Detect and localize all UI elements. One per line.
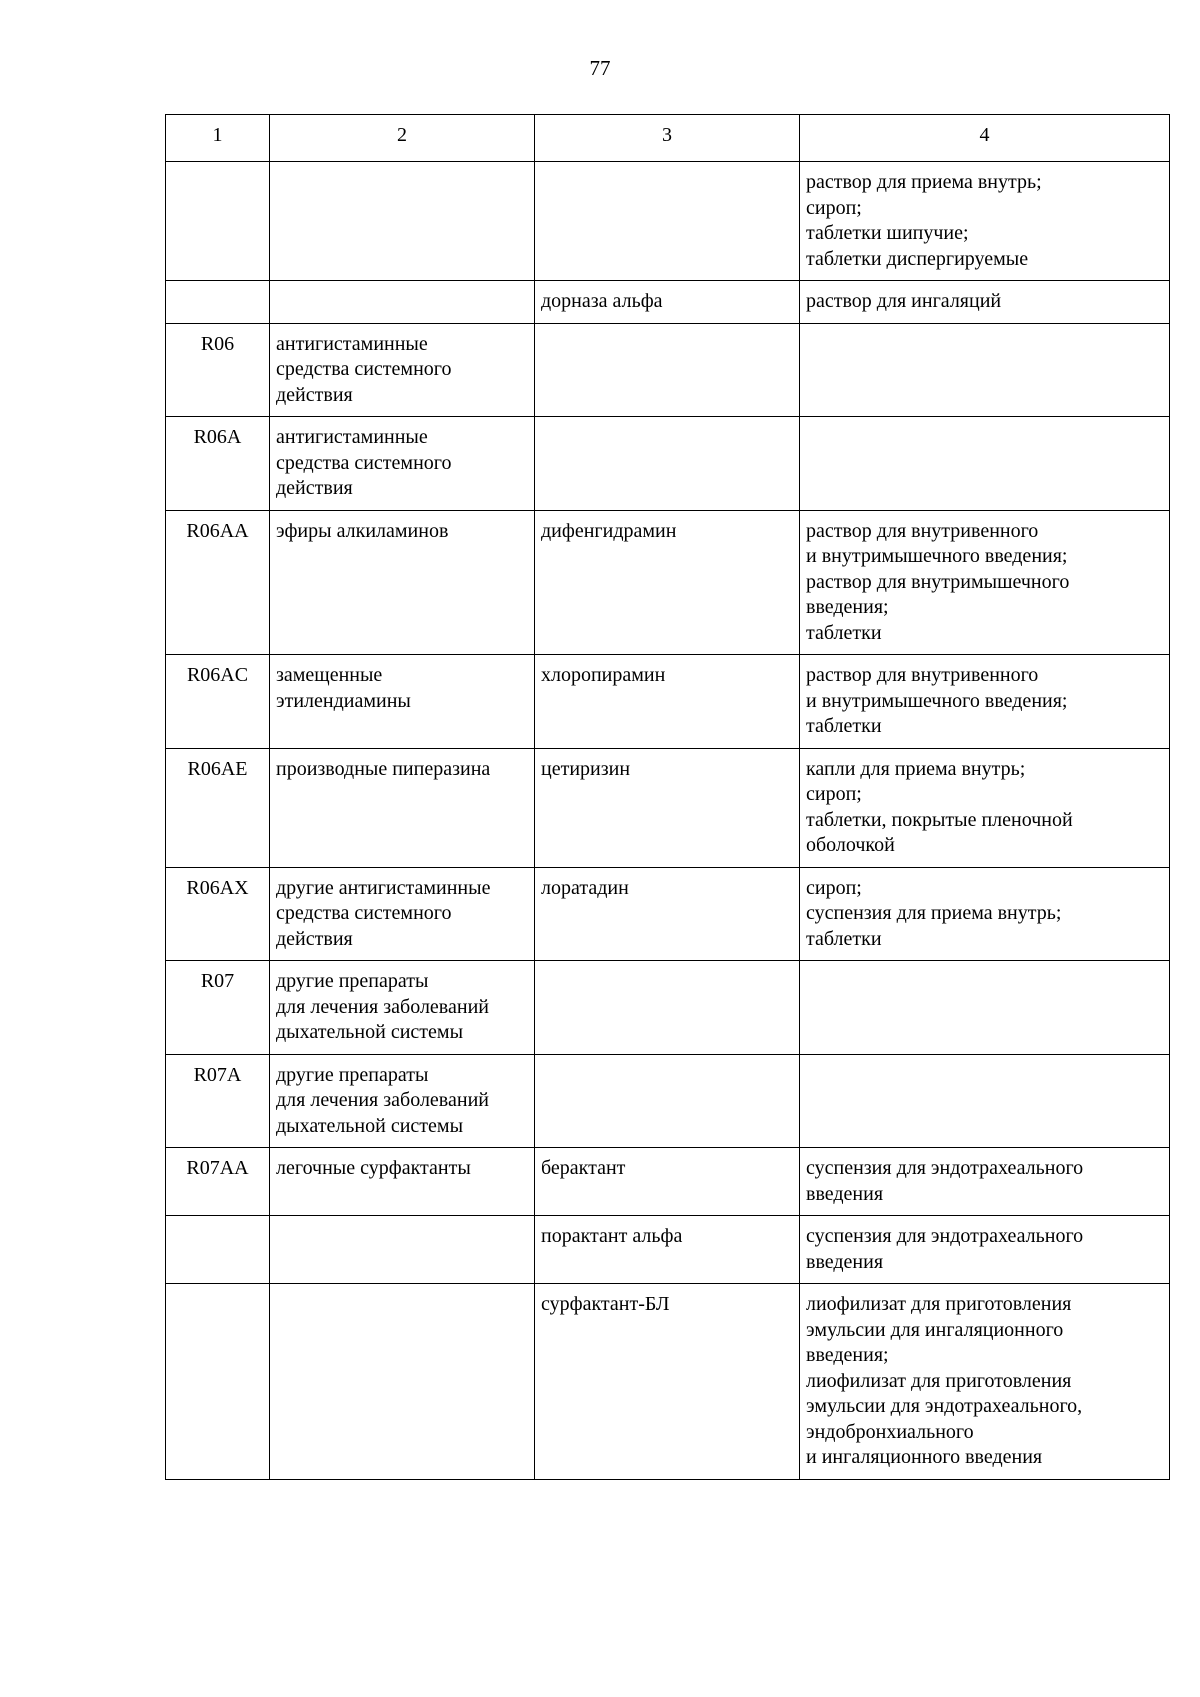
anatomical-group-cell — [270, 162, 535, 281]
dosage-forms-cell-text: раствор для внутривенного и внутримышечного введения; раствор для внутримышечного введения; таблетки — [806, 519, 1070, 644]
page-number: 77 — [589, 56, 611, 80]
dosage-forms-cell-text: раствор для внутривенного и внутримышечного введения; таблетки — [806, 664, 1068, 737]
drug-substance-cell-text: порактант альфа — [541, 1225, 683, 1247]
table-body — [166, 162, 1170, 1480]
anatomical-group-cell-text: другие препараты для лечения заболеваний дыхательной системы — [276, 970, 489, 1043]
table-row — [166, 1054, 1170, 1148]
drug-substance-cell — [535, 323, 800, 417]
anatomical-group-cell-text: антигистаминные средства системного действия — [276, 426, 452, 499]
table-row — [166, 1284, 1170, 1480]
dosage-forms-cell-text: суспензия для эндотрахеального введения — [806, 1157, 1084, 1205]
dosage-forms-cell — [800, 281, 1170, 324]
table-row — [166, 961, 1170, 1055]
dosage-forms-cell-text: лиофилизат для приготовления эмульсии для ингаляционного введения; лиофилизат для приготовления эмульсии для эндотрахеального, эндобронхиального и ингаляционного введения — [806, 1293, 1083, 1468]
anatomical-group-cell-text: эфиры алкиламинов — [276, 519, 449, 542]
atc-code-cell — [166, 1284, 270, 1480]
column-header-1: 1 — [166, 115, 270, 162]
atc-code-cell — [166, 281, 270, 324]
atc-code-cell-text: R06A — [193, 426, 242, 448]
atc-code-cell — [166, 748, 270, 867]
drug-substance-cell — [535, 867, 800, 961]
anatomical-group-cell — [270, 867, 535, 961]
atc-code-cell-text: R06 — [200, 332, 235, 355]
anatomical-group-cell-text: другие препараты для лечения заболеваний дыхательной системы — [276, 1063, 489, 1137]
table-row — [166, 162, 1170, 281]
anatomical-group-cell-text: замещенные этилендиамины — [276, 664, 411, 712]
table-row — [166, 655, 1170, 749]
table-row — [166, 748, 1170, 867]
atc-code-cell — [166, 1054, 270, 1148]
atc-code-cell — [166, 655, 270, 749]
anatomical-group-cell — [270, 510, 535, 655]
drug-substance-cell — [535, 655, 800, 749]
atc-code-cell-text: R06AC — [186, 664, 249, 686]
drug-substance-cell-text: лоратадин — [541, 876, 629, 899]
atc-code-cell — [166, 417, 270, 511]
header-row — [166, 115, 1170, 162]
anatomical-group-cell-text: антигистаминные средства системного действия — [276, 332, 452, 406]
atc-code-cell — [166, 510, 270, 655]
drug-substance-cell-text: дорназа альфа — [541, 290, 663, 312]
anatomical-group-cell — [270, 748, 535, 867]
table-row — [166, 323, 1170, 417]
atc-code-cell — [166, 1148, 270, 1216]
table-row — [166, 281, 1170, 324]
anatomical-group-cell — [270, 417, 535, 511]
column-header-3: 3 — [535, 115, 800, 162]
atc-code-cell — [166, 162, 270, 281]
dosage-forms-cell — [800, 417, 1170, 511]
drug-substance-cell-text: хлоропирамин — [541, 664, 666, 686]
dosage-forms-cell — [800, 1054, 1170, 1148]
dosage-forms-cell — [800, 323, 1170, 417]
anatomical-group-cell-text: легочные сурфактанты — [276, 1157, 471, 1179]
table-row — [166, 867, 1170, 961]
column-header-4: 4 — [800, 115, 1170, 162]
drug-substance-cell — [535, 1216, 800, 1284]
drug-substance-cell — [535, 417, 800, 511]
drug-substance-cell — [535, 961, 800, 1055]
dosage-forms-cell — [800, 510, 1170, 655]
dosage-forms-cell — [800, 1216, 1170, 1284]
atc-code-cell — [166, 961, 270, 1055]
atc-code-cell-text: R06AX — [186, 876, 249, 899]
atc-code-cell-text: R07 — [200, 970, 235, 992]
drug-substance-cell — [535, 510, 800, 655]
atc-code-cell — [166, 867, 270, 961]
anatomical-group-cell-text: другие антигистаминные средства системного действия — [276, 876, 491, 950]
anatomical-group-cell — [270, 281, 535, 324]
dosage-forms-cell — [800, 961, 1170, 1055]
anatomical-group-cell-text: производные пиперазина — [276, 757, 491, 780]
atc-code-cell-text: R07A — [193, 1063, 242, 1086]
drug-classification-table — [165, 114, 1170, 1480]
dosage-forms-cell-text: раствор для приема внутрь; сироп; таблетки шипучие; таблетки диспергируемые — [806, 171, 1042, 270]
table-row — [166, 1216, 1170, 1284]
table-row — [166, 417, 1170, 511]
anatomical-group-cell — [270, 1216, 535, 1284]
dosage-forms-cell-text: раствор для ингаляций — [806, 290, 1002, 312]
anatomical-group-cell — [270, 1148, 535, 1216]
drug-substance-cell-text: берактант — [541, 1157, 626, 1179]
table-row — [166, 1148, 1170, 1216]
dosage-forms-cell — [800, 655, 1170, 749]
drug-substance-cell — [535, 281, 800, 324]
anatomical-group-cell — [270, 1054, 535, 1148]
drug-substance-cell-text: дифенгидрамин — [541, 519, 677, 542]
dosage-forms-cell — [800, 748, 1170, 867]
dosage-forms-cell — [800, 867, 1170, 961]
drug-substance-cell-text: сурфактант-БЛ — [541, 1293, 670, 1315]
dosage-forms-cell — [800, 1148, 1170, 1216]
anatomical-group-cell — [270, 323, 535, 417]
drug-substance-cell — [535, 748, 800, 867]
anatomical-group-cell — [270, 655, 535, 749]
dosage-forms-cell-text: сироп; суспензия для приема внутрь; таблетки — [806, 876, 1062, 950]
drug-substance-cell — [535, 1148, 800, 1216]
atc-code-cell — [166, 1216, 270, 1284]
atc-code-cell-text: R07AA — [186, 1157, 249, 1179]
atc-code-cell-text: R06AE — [187, 757, 248, 780]
dosage-forms-cell — [800, 162, 1170, 281]
drug-substance-cell — [535, 162, 800, 281]
anatomical-group-cell — [270, 961, 535, 1055]
dosage-forms-cell — [800, 1284, 1170, 1480]
column-header-2: 2 — [270, 115, 535, 162]
dosage-forms-cell-text: капли для приема внутрь; сироп; таблетки, покрытые пленочной оболочкой — [806, 757, 1073, 856]
drug-substance-cell — [535, 1284, 800, 1480]
anatomical-group-cell — [270, 1284, 535, 1480]
atc-code-cell-text: R06AA — [186, 519, 249, 542]
atc-code-cell — [166, 323, 270, 417]
dosage-forms-cell-text: суспензия для эндотрахеального введения — [806, 1225, 1084, 1273]
drug-substance-cell-text: цетиризин — [541, 757, 631, 780]
drug-substance-cell — [535, 1054, 800, 1148]
table-row — [166, 510, 1170, 655]
